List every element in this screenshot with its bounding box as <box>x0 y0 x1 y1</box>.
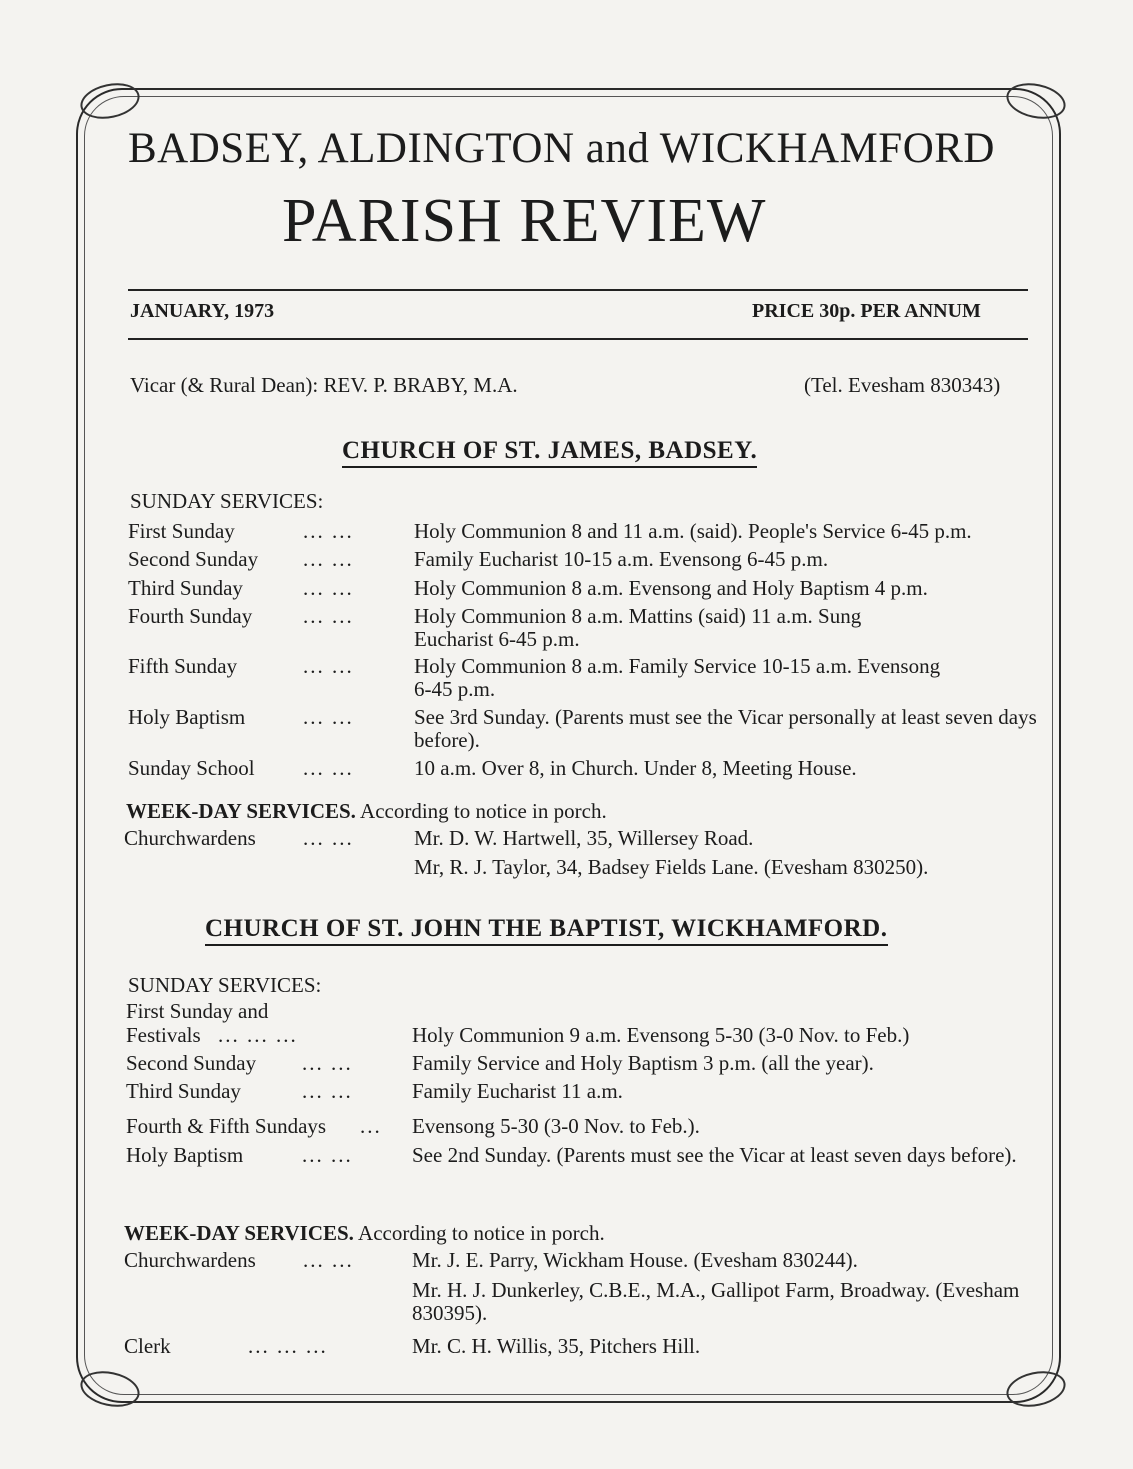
clerk-text: Mr. C. H. Willis, 35, Pitchers Hill. <box>412 1334 701 1358</box>
badsey-weekday-services <box>126 799 607 824</box>
leader-dots: ... ... <box>303 576 354 600</box>
weekday-text: According to notice in porch. <box>360 799 607 823</box>
wickhamford-sunday-services-heading: SUNDAY SERVICES: <box>128 973 322 997</box>
service-times: Family Eucharist 11 a.m. <box>412 1079 623 1103</box>
wickhamford-church-heading: CHURCH OF ST. JOHN THE BAPTIST, WICKHAMFORD. <box>205 915 888 946</box>
leader-dots: ... ... <box>303 547 354 571</box>
churchwarden-1: Mr. J. E. Parry, Wickham House. (Evesham 830244). <box>412 1248 858 1272</box>
service-times: See 3rd Sunday. (Parents must see the Vicar personally at least seven days before). <box>414 705 1037 752</box>
service-day: Festivals <box>126 1023 201 1047</box>
leader-dots: ... ... <box>302 1079 353 1103</box>
weekday-label: WEEK-DAY SERVICES. <box>126 799 356 823</box>
vicar-telephone: (Tel. Evesham 830343) <box>804 373 1001 397</box>
leader-dots: ... ... ... <box>248 1334 328 1358</box>
churchwarden-2: Mr, R. J. Taylor, 34, Badsey Fields Lane. (Evesham 830250). <box>414 855 929 879</box>
service-day: Fourth Sunday <box>128 604 253 628</box>
leader-dots: ... ... <box>303 756 354 780</box>
leader-dots: ... ... <box>303 604 354 628</box>
churchwardens-label: Churchwardens <box>124 1248 256 1272</box>
clerk-label: Clerk <box>124 1334 171 1358</box>
leader-dots: ... <box>360 1114 382 1138</box>
service-day: Fifth Sunday <box>128 654 238 678</box>
leader-dots: ... ... <box>302 1143 353 1167</box>
service-times: 10 a.m. Over 8, in Church. Under 8, Meeting House. <box>414 756 857 780</box>
service-times: Holy Communion 9 a.m. Evensong 5-30 (3-0 Nov. to Feb.) <box>412 1023 910 1047</box>
service-day: Third Sunday <box>126 1079 241 1103</box>
header-rule-top <box>128 289 1028 291</box>
publication-title: PARISH REVIEW <box>282 187 767 255</box>
service-day: Third Sunday <box>128 576 243 600</box>
leader-dots: ... ... <box>303 519 354 543</box>
leader-dots: ... ... <box>302 1051 353 1075</box>
leader-dots: ... ... <box>303 826 354 850</box>
service-times: Holy Communion 8 and 11 a.m. (said). People's Service 6-45 p.m. <box>414 519 972 543</box>
service-times: Holy Communion 8 a.m. Mattins (said) 11 a.m. Sung Eucharist 6-45 p.m. <box>414 604 862 651</box>
service-times: Holy Communion 8 a.m. Family Service 10-15 a.m. Evensong 6-45 p.m. <box>414 654 941 701</box>
service-times: Family Service and Holy Baptism 3 p.m. (all the year). <box>412 1051 874 1075</box>
wickhamford-first-sunday-label: First Sunday and <box>126 999 269 1023</box>
leader-dots: ... ... <box>303 705 354 729</box>
service-times: See 2nd Sunday. (Parents must see the Vicar at least seven days before). <box>412 1143 1017 1167</box>
churchwarden-2: Mr. H. J. Dunkerley, C.B.E., M.A., Gallipot Farm, Broadway. (Evesham 830395). <box>412 1278 1020 1325</box>
parish-names-title: BADSEY, ALDINGTON and WICKHAMFORD <box>128 125 995 172</box>
service-day: Holy Baptism <box>128 705 246 729</box>
leader-dots: ... ... <box>303 1248 354 1272</box>
header-rule-bottom <box>128 338 1028 340</box>
service-day: Fourth & Fifth Sundays <box>126 1114 327 1138</box>
weekday-text: According to notice in porch. <box>358 1221 605 1245</box>
service-times: Holy Communion 8 a.m. Evensong and Holy Baptism 4 p.m. <box>414 576 928 600</box>
vicar-line: Vicar (& Rural Dean): REV. P. BRABY, M.A. <box>130 373 518 397</box>
issue-date: JANUARY, 1973 <box>130 300 275 322</box>
service-day: Second Sunday <box>126 1051 257 1075</box>
badsey-church-heading: CHURCH OF ST. JAMES, BADSEY. <box>342 437 757 468</box>
churchwardens-label: Churchwardens <box>124 826 256 850</box>
churchwarden-1: Mr. D. W. Hartwell, 35, Willersey Road. <box>414 826 754 850</box>
leader-dots: ... ... ... <box>218 1023 298 1047</box>
service-day: Sunday School <box>128 756 255 780</box>
weekday-label: WEEK-DAY SERVICES. <box>124 1221 354 1245</box>
price: PRICE 30p. PER ANNUM <box>752 300 981 322</box>
badsey-sunday-services-heading: SUNDAY SERVICES: <box>130 489 324 513</box>
wickhamford-weekday-services <box>124 1221 605 1246</box>
leader-dots: ... ... <box>303 654 354 678</box>
service-day: Holy Baptism <box>126 1143 244 1167</box>
service-day: Second Sunday <box>128 547 259 571</box>
service-times: Family Eucharist 10-15 a.m. Evensong 6-45 p.m. <box>414 547 829 571</box>
service-day: First Sunday <box>128 519 235 543</box>
service-times: Evensong 5-30 (3-0 Nov. to Feb.). <box>412 1114 700 1138</box>
